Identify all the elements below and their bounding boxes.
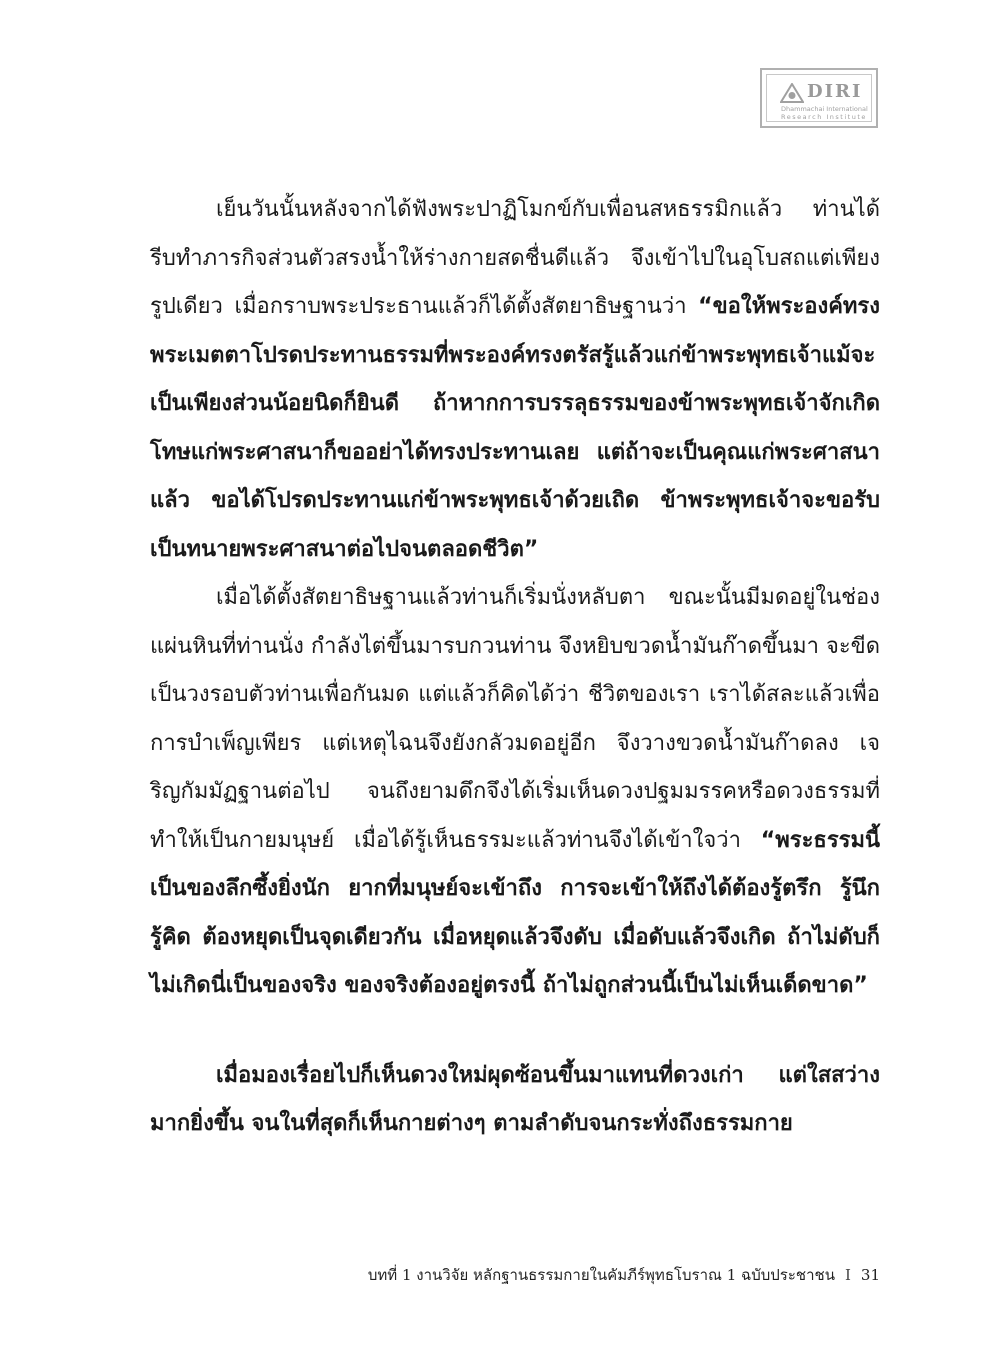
diri-logo bbox=[760, 68, 878, 128]
page-number: 31 bbox=[860, 1266, 880, 1284]
paragraph-dhammakaya bbox=[150, 1052, 880, 1148]
footer-separator: I bbox=[844, 1266, 851, 1284]
logo-name: DIRI bbox=[807, 81, 863, 102]
paragraph-text: เมื่อมองเรื่อยไปก็เห็นดวงใหม่ผุดซ้อนขึ้นมาแทนที่ดวงเก่า แต่ใสสว่างมากยิ่งขึ้น จนในที่สุดก็เห็นกายต่างๆ ตามลำดับจนกระทั่งถึงธรรมกาย bbox=[150, 1063, 880, 1136]
paragraph-vow bbox=[150, 186, 880, 574]
dhamma-quote: “พระธรรมนี้เป็นของลึกซึ้งยิ่งนัก ยากที่มนุษย์จะเข้าถึง การจะเข้าให้ถึงได้ต้องรู้ตรึก รู้นึก รู้คิด ต้องหยุดเป็นจุดเดียวกัน เมื่อหยุดแล้วจึงดับ เมื่อดับแล้วจึงเกิด ถ้าไม่ดับก็ไม่เกิดนี่เป็นของจริง ของจริงต้องอยู่ตรงนี้ ถ้าไม่ถูกส่วนนี้เป็นไม่เห็นเด็ดขาด” bbox=[150, 827, 880, 998]
logo-subtitle-2: Research Institute bbox=[781, 113, 867, 121]
paragraph-text: เย็นวันนั้นหลังจากได้ฟังพระปาฏิโมกข์กับเพื่อนสหธรรมิกแล้ว ท่านได้รีบทำภารกิจส่วนตัวสรงน้ำให้ร่างกายสดชื่นดีแล้ว จึงเข้าไปในอุโบสถแต่เพียงรูปเดียว เมื่อกราบพระประธานแล้วก็ได้ตั้งสัตยาธิษฐานว่า bbox=[150, 197, 880, 319]
diri-emblem-icon bbox=[780, 83, 804, 103]
vow-quote: “ขอให้พระองค์ทรงพระเมตตาโปรดประทานธรรมที่พระองค์ทรงตรัสรู้แล้วแก่ข้าพระพุทธเจ้าแม้จะเป็นเพียงส่วนน้อยนิดก็ยินดี ถ้าหากการบรรลุธรรมของข้าพระพุทธเจ้าจักเกิดโทษแก่พระศาสนาก็ขออย่าได้ทรงประทานเลย แต่ถ้าจะเป็นคุณแก่พระศาสนาแล้ว ขอได้โปรดประทานแก่ข้าพระพุทธเจ้าด้วยเถิด ข้าพระพุทธเจ้าจะขอรับเป็นทนายพระศาสนาต่อไปจนตลอดชีวิต” bbox=[150, 294, 880, 562]
logo-subtitle-1: Dhammachai International bbox=[781, 105, 868, 113]
paragraph-meditation bbox=[150, 574, 880, 1011]
logo-frame bbox=[766, 74, 872, 122]
footer-chapter-title: บทที่ 1 งานวิจัย หลักฐานธรรมกายในคัมภีร์พุทธโบราณ 1 ฉบับประชาชน bbox=[367, 1266, 835, 1284]
page-footer bbox=[368, 1263, 880, 1287]
paragraph-text: เมื่อได้ตั้งสัตยาธิษฐานแล้วท่านก็เริ่มนั่งหลับตา ขณะนั้นมีมดอยู่ในช่องแผ่นหินที่ท่านนั่ง กำลังไต่ขึ้นมารบกวนท่าน จึงหยิบขวดน้ำมันก๊าดขึ้นมา จะขีดเป็นวงรอบตัวท่านเพื่อกันมด แต่แล้วก็คิดได้ว่า ชีวิตของเรา เราได้สละแล้วเพื่อการบำเพ็ญเพียร แต่เหตุไฉนจึงยังกลัวมดอยู่อีก จึงวางขวดน้ำมันก๊าดลง เจริญกัมมัฏฐานต่อไป จนถึงยามดึกจึงได้เริ่มเห็นดวงปฐมมรรคหรือดวงธรรมที่ทำให้เป็นกายมนุษย์ เมื่อได้รู้เห็นธรรมะแล้วท่านจึงได้เข้าใจว่า bbox=[150, 585, 880, 853]
